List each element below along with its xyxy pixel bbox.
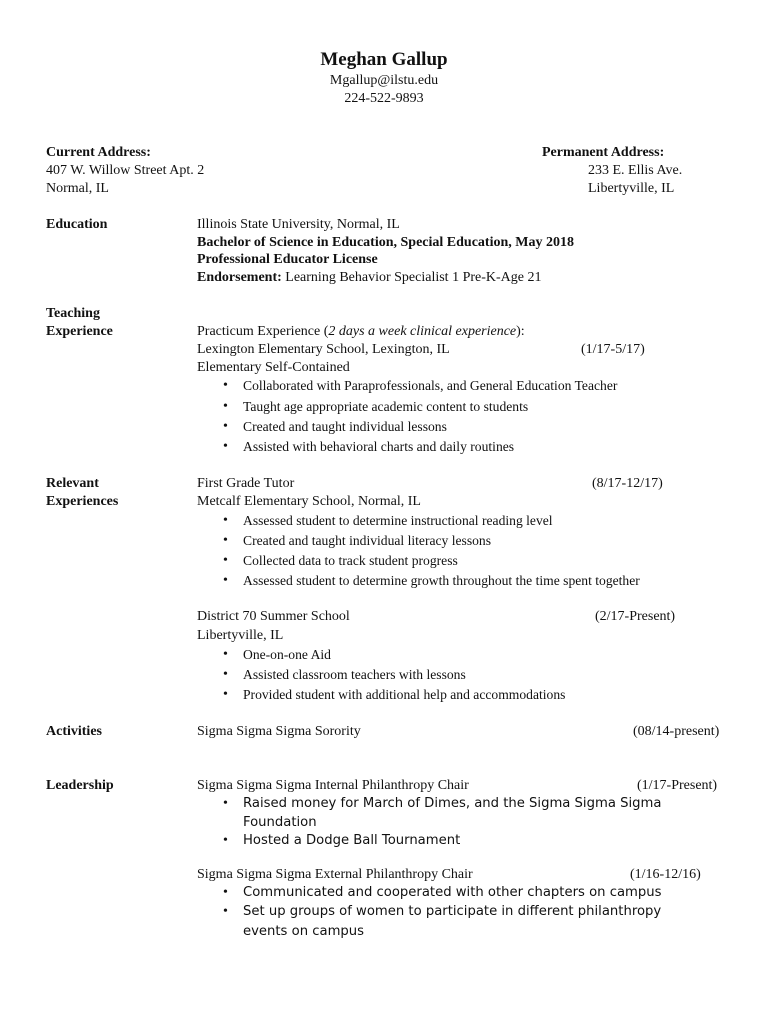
job-place: Metcalf Elementary School, Normal, IL — [197, 494, 421, 509]
bullet-icon: • — [223, 439, 228, 454]
job-bullet: One-on-one Aid — [243, 647, 331, 662]
bullet-icon: • — [223, 378, 228, 393]
current-address-label: Current Address: — [46, 145, 151, 160]
education-school: Illinois State University, Normal, IL — [197, 217, 400, 232]
job-bullet: Assessed student to determine instructional reading level — [243, 513, 553, 528]
activity-item: Sigma Sigma Sigma Sorority — [197, 724, 361, 739]
practicum-title — [197, 322, 525, 341]
practicum-setting: Elementary Self-Contained — [197, 360, 350, 375]
endorsement-value: Learning Behavior Specialist 1 Pre-K-Age 21 — [281, 270, 542, 285]
bullet-icon: • — [223, 885, 228, 900]
bullet-icon: • — [223, 399, 228, 414]
endorsement-label: Endorsement: — [197, 270, 282, 285]
bullet-icon: • — [223, 687, 228, 702]
permanent-address-line2: Libertyville, IL — [588, 181, 675, 196]
practicum-dates: (1/17-5/17) — [581, 342, 645, 357]
bullet-icon: • — [223, 533, 228, 548]
email-text: Mgallup@ilstu.edu — [329, 73, 439, 88]
leadership-heading: Leadership — [46, 778, 114, 793]
education-license: Professional Educator License — [197, 252, 378, 267]
current-address-line2: Normal, IL — [46, 181, 109, 196]
teaching-bullet: Collaborated with Paraprofessionals, and General Education Teacher — [243, 378, 618, 393]
bullet-icon: • — [223, 904, 228, 919]
bullet-icon: • — [223, 667, 228, 682]
role-bullet-continuation: Foundation — [243, 815, 317, 830]
role-bullet: Communicated and cooperated with other chapters on campus — [243, 885, 662, 900]
bullet-icon: • — [223, 419, 228, 434]
teaching-heading-line2: Experience — [46, 324, 113, 339]
job-dates: (8/17-12/17) — [592, 476, 663, 491]
education-heading: Education — [46, 217, 108, 232]
job-place: Libertyville, IL — [197, 628, 284, 643]
role-bullet: Hosted a Dodge Ball Tournament — [243, 833, 461, 848]
role-bullet-continuation: events on campus — [243, 924, 365, 939]
job-title: First Grade Tutor — [197, 476, 295, 491]
phone-text: 224-522-9893 — [344, 91, 424, 106]
role-title: Sigma Sigma Sigma External Philanthropy Chair — [197, 867, 473, 882]
practicum-title-suffix: ): — [516, 324, 525, 339]
job-dates: (2/17-Present) — [595, 609, 676, 624]
job-bullet: Provided student with additional help and accommodations — [243, 687, 566, 702]
teaching-heading-line1: Teaching — [46, 306, 100, 321]
job-bullet: Assisted classroom teachers with lessons — [243, 667, 466, 682]
relevant-heading-line1: Relevant — [46, 476, 99, 491]
practicum-school: Lexington Elementary School, Lexington, IL — [197, 342, 450, 357]
teaching-bullet: Taught age appropriate academic content to students — [243, 399, 529, 414]
bullet-icon: • — [223, 647, 228, 662]
role-title: Sigma Sigma Sigma Internal Philanthropy Chair — [197, 778, 469, 793]
job-bullet: Assessed student to determine growth throughout the time spent together — [243, 573, 640, 588]
job-title: District 70 Summer School — [197, 609, 350, 624]
bullet-icon: • — [223, 513, 228, 528]
resume-name: Meghan Gallup — [320, 49, 448, 70]
permanent-address-label: Permanent Address: — [542, 145, 665, 160]
bullet-icon: • — [223, 573, 228, 588]
education-degree: Bachelor of Science in Education, Special Education, May 2018 — [197, 235, 574, 250]
job-bullet: Collected data to track student progress — [243, 553, 458, 568]
permanent-address-line1: 233 E. Ellis Ave. — [588, 163, 683, 178]
job-bullet: Created and taught individual literacy lessons — [243, 533, 492, 548]
current-address-line1: 407 W. Willow Street Apt. 2 — [46, 163, 205, 178]
role-dates: (1/16-12/16) — [630, 867, 701, 882]
practicum-title-prefix: Practicum Experience ( — [197, 324, 329, 339]
relevant-heading-line2: Experiences — [46, 494, 119, 509]
teaching-bullet: Assisted with behavioral charts and daily routines — [243, 439, 515, 454]
role-bullet: Raised money for March of Dimes, and the Sigma Sigma Sigma — [243, 796, 662, 811]
activities-heading: Activities — [46, 724, 102, 739]
role-bullet: Set up groups of women to participate in different philanthropy — [243, 904, 662, 919]
bullet-icon: • — [223, 796, 228, 811]
teaching-bullet: Created and taught individual lessons — [243, 419, 447, 434]
bullet-icon: • — [223, 833, 228, 848]
education-endorsement — [197, 268, 542, 287]
activity-dates: (08/14-present) — [633, 724, 720, 739]
bullet-icon: • — [223, 553, 228, 568]
role-dates: (1/17-Present) — [637, 778, 718, 793]
practicum-title-italic: 2 days a week clinical experience — [328, 324, 517, 339]
